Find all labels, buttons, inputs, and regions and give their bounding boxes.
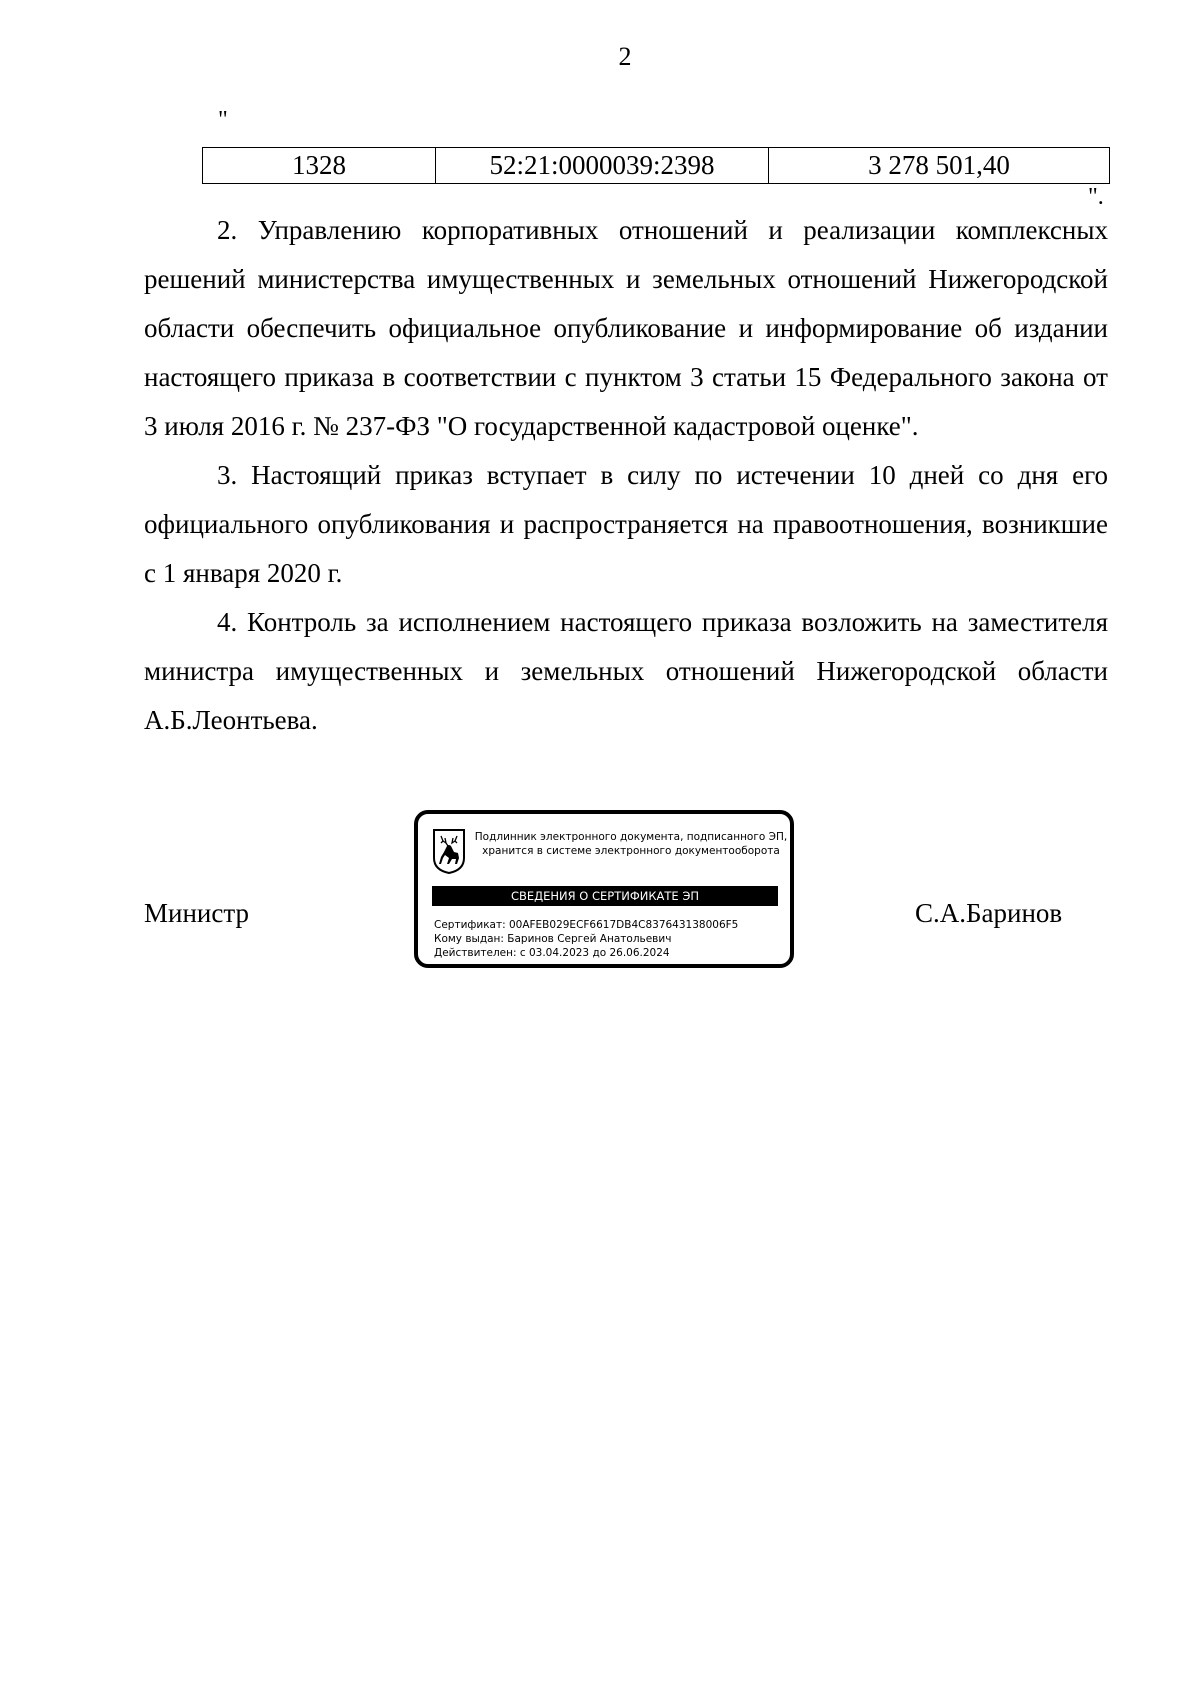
signature-block — [0, 806, 1200, 976]
table-cell-cadastral-number: 52:21:0000039:2398 — [436, 148, 769, 184]
opening-quote: " — [218, 107, 228, 133]
stamp-header-line: Подлинник электронного документа, подписанного ЭП, — [474, 831, 788, 843]
certificate-owner: Кому выдан: Баринов Сергей Анатольевич — [434, 933, 672, 945]
electronic-signature-stamp — [414, 810, 794, 968]
paragraph-4: 4. Контроль за исполнением настоящего приказа возложить на заместителя министра имущественных и земельных отношений Нижегородской области А.Б.Леонтьева. — [144, 607, 1108, 735]
table-row — [203, 148, 1110, 184]
signer-position: Министр — [144, 898, 249, 928]
stamp-header — [472, 830, 790, 858]
page-number: 2 — [618, 42, 632, 71]
stamp-certificate-details — [434, 918, 784, 960]
certificate-serial: Сертификат: 00AFEB029ECF6617DB4C837643138006F5 — [434, 919, 739, 931]
stamp-title-bar: СВЕДЕНИЯ О СЕРТИФИКАТЕ ЭП — [432, 886, 778, 906]
stamp-header-line: хранится в системе электронного документооборота — [482, 845, 780, 857]
nizhny-novgorod-deer-emblem-icon — [432, 828, 466, 874]
table-cell-cadastral-value: 3 278 501,40 — [769, 148, 1110, 184]
paragraph-2: 2. Управлению корпоративных отношений и реализации комплексных решений министерства имущественных и земельных отношений Нижегородской области обеспечить официальное опубликование и информирование об издании настоящего приказа в соответствии с пунктом 3 статьи 15 Федерального закона от 3 июля 2016 г. № 237-ФЗ "О государственной кадастровой оценке". — [144, 215, 1108, 441]
cadastral-value-table — [202, 147, 1110, 184]
table-cell-number: 1328 — [203, 148, 436, 184]
document-body — [144, 206, 1108, 745]
certificate-validity: Действителен: с 03.04.2023 до 26.06.2024 — [434, 947, 670, 959]
signer-name: С.А.Баринов — [915, 898, 1063, 928]
closing-quote: ". — [1088, 184, 1104, 210]
paragraph-3: 3. Настоящий приказ вступает в силу по истечении 10 дней со дня его официального опубликования и распространяется на правоотношения, возникшие с 1 января 2020 г. — [144, 460, 1108, 588]
